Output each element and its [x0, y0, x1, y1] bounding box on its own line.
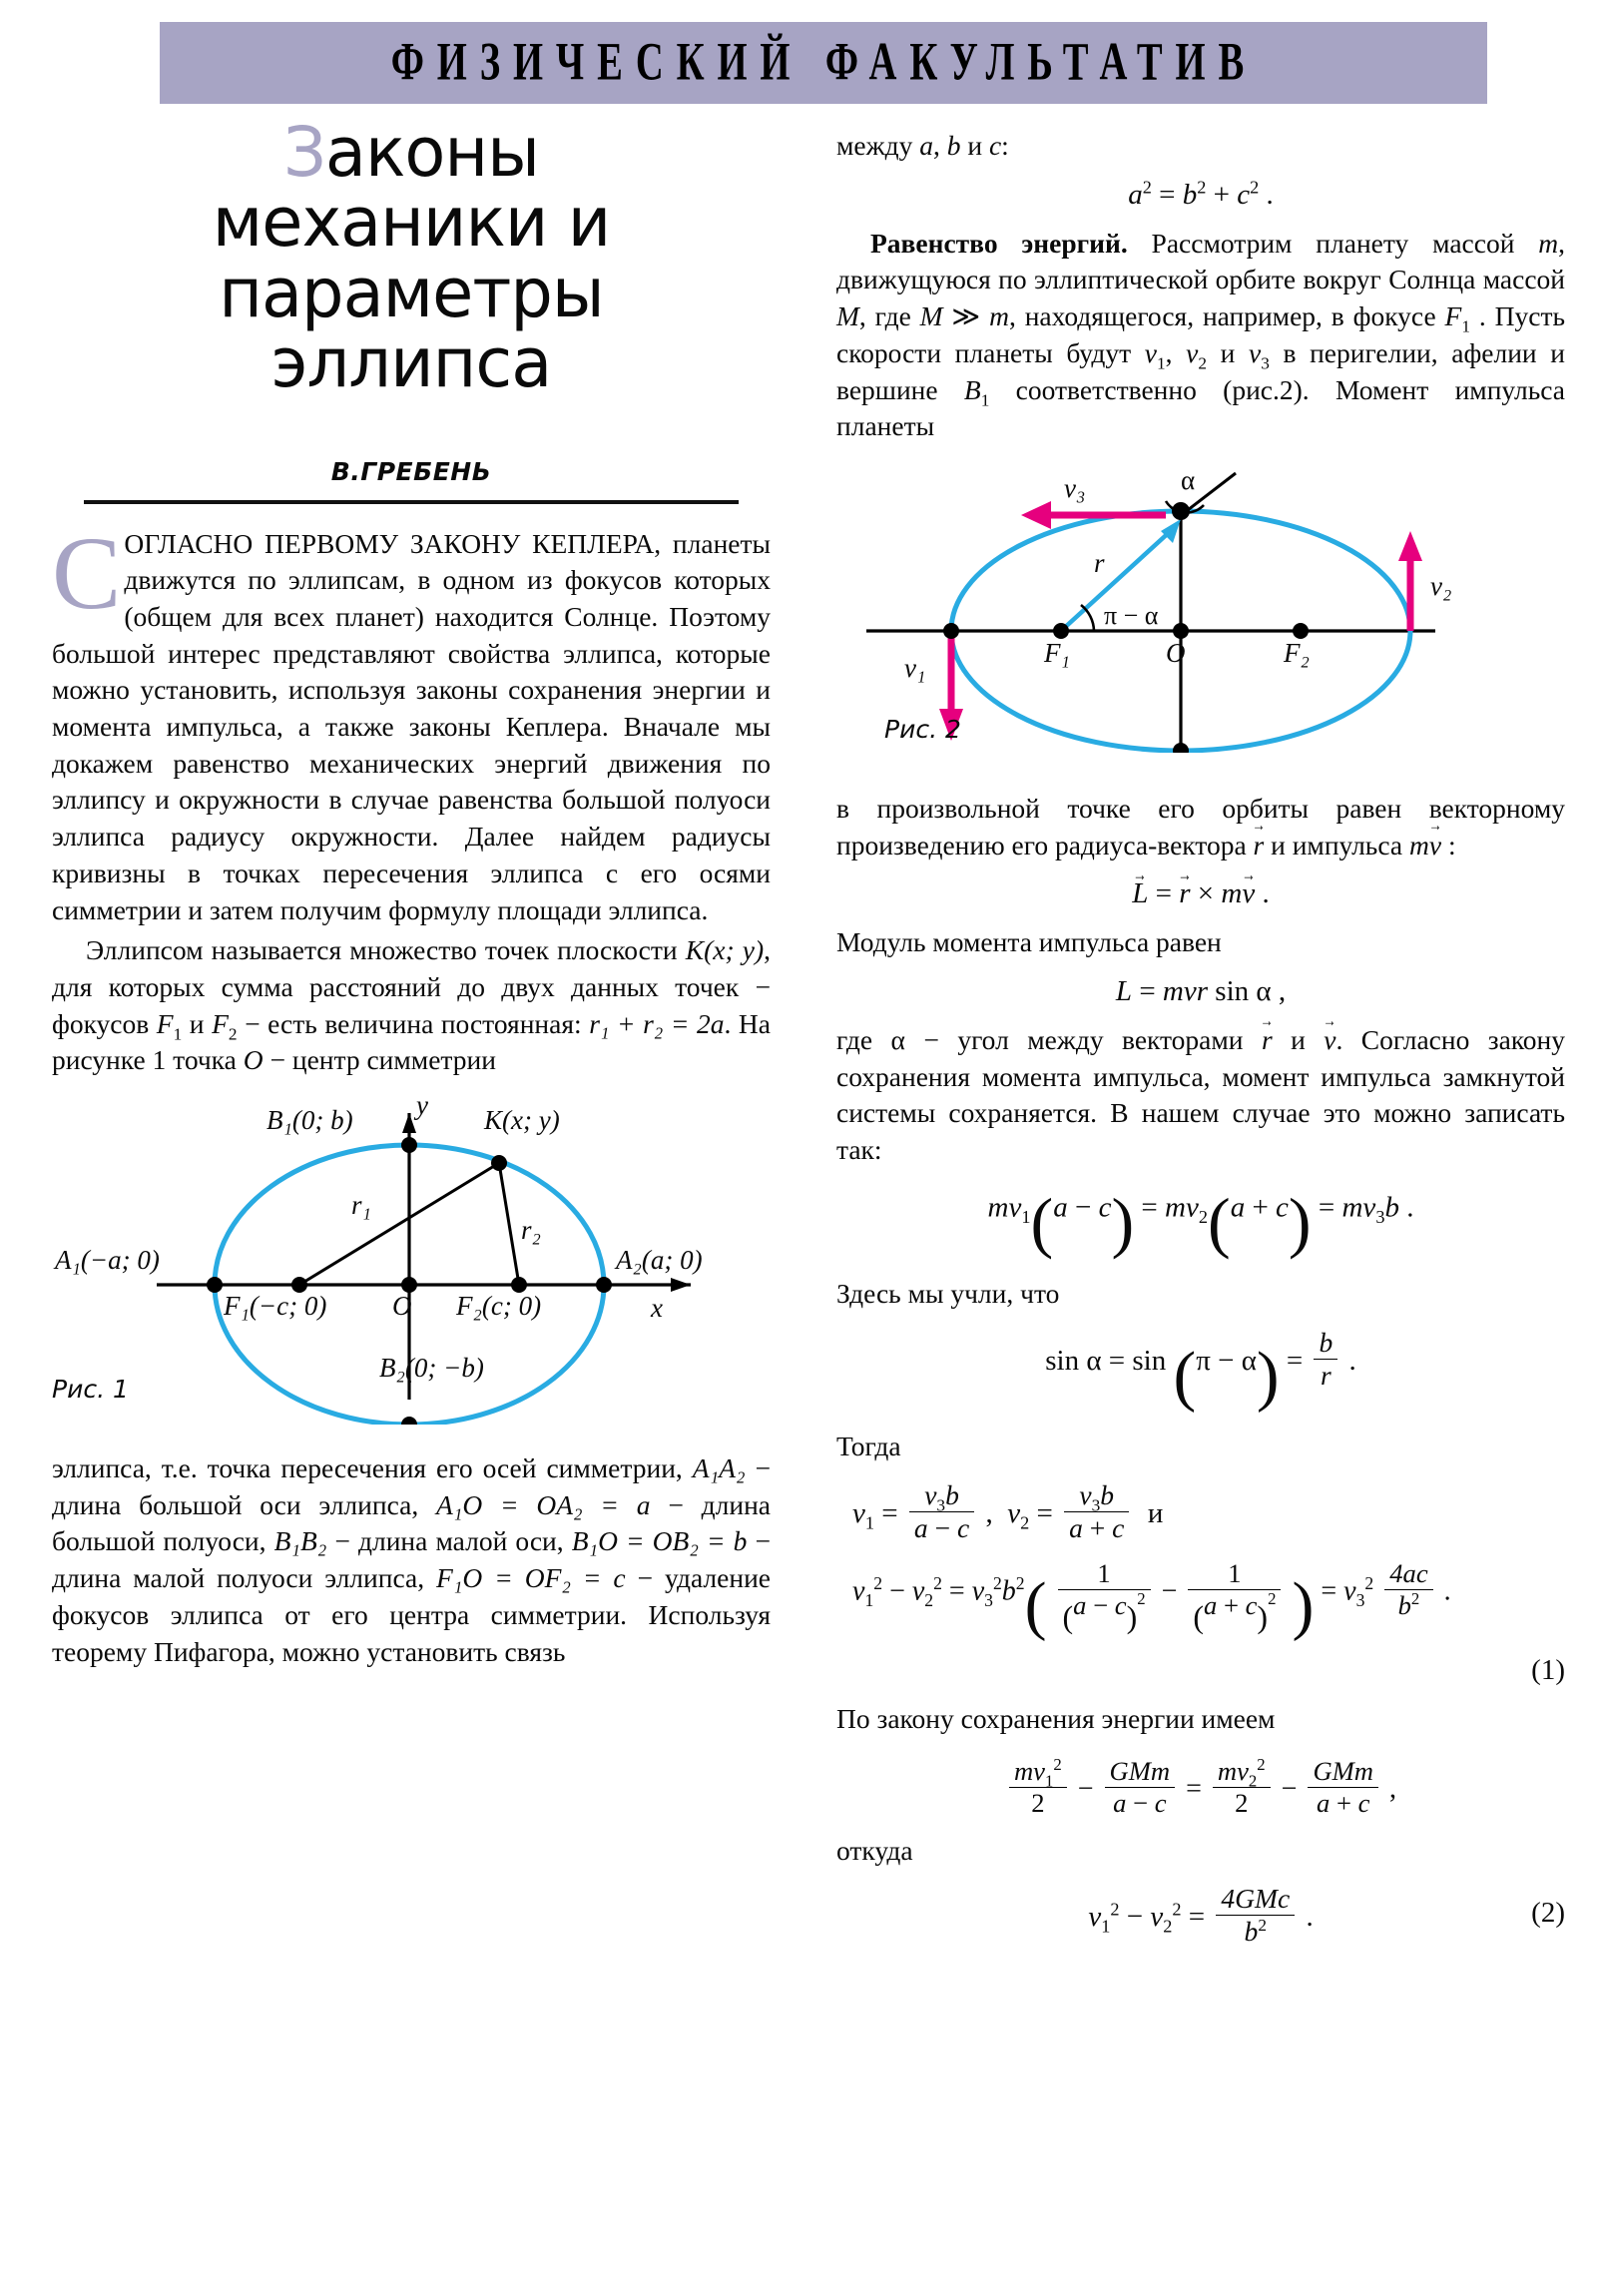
title-dropcap-letter: З	[282, 113, 325, 193]
def-equation-sum: r₁ + r₂ = 2a	[589, 1007, 725, 1039]
fig2-point-F1	[1053, 623, 1069, 639]
fig2-label-v1: v₁	[904, 652, 926, 683]
velocity-v2-arrowhead	[1398, 531, 1422, 561]
label-B2: B₂(0; −b)	[379, 1353, 484, 1384]
banner-title: ФИЗИЧЕСКИЙ ФАКУЛЬТАТИВ	[390, 33, 1257, 93]
paragraph-conservation: где α − угол между векторами r → и v →. Согласно закону сохранения момента импульса, момент импульса замкнутой системы сохраняется. В нашем случае это можно записать так:	[836, 1022, 1565, 1169]
def-point-K-args: (x; y)	[704, 934, 765, 966]
def-focus-F2-sub: 2	[228, 1024, 238, 1044]
paragraph-intro	[52, 515, 771, 929]
paragraph-pythagoras-lead: между a, b и c:	[836, 130, 1009, 161]
formula-sin-alpha: sin α = sin (π − α) = $\frac{b}{r}$ .	[1045, 1326, 1356, 1414]
velocity-v3-arrowhead	[1021, 501, 1051, 529]
fig2-label-r: r	[1094, 547, 1105, 578]
paragraph-energy-law: По закону сохранения энергии имеем	[836, 1702, 1276, 1734]
def-text-b: , для которых сумма расстояний до двух данных точек − фокусов	[52, 934, 771, 1039]
formula-v1-v2: $v_1$ = $\frac{v_3b}{a - c}$ , $v_2$ = $\frac{v_3b}{a + c}$ и	[852, 1478, 1164, 1543]
radius-r2-line	[499, 1163, 519, 1285]
label-F2: F₂(c; 0)	[456, 1291, 542, 1322]
params-text-d: − длина малой оси,	[326, 1525, 572, 1557]
title-line-3: параметры	[219, 253, 604, 333]
label-F1: F₁(−c; 0)	[224, 1291, 327, 1322]
params-text-c: − длина большой полуоси,	[52, 1488, 771, 1557]
right-column	[836, 128, 1565, 1948]
y-axis-arrowhead	[402, 1113, 416, 1133]
params-text-e: − длина малой полуоси эллипса,	[52, 1525, 771, 1594]
fig2-label-O: O	[1166, 637, 1186, 668]
paragraph-sin-lead: Здесь мы учли, что	[836, 1277, 1060, 1309]
paragraph-then-lead: Тогда	[836, 1431, 901, 1462]
formula-2: $v_1^2 - v_2^2$ = $\frac{\text{4GMc}}{b^2}$ .	[1088, 1883, 1314, 1948]
paragraph-whence: откуда	[836, 1834, 913, 1866]
fig2-label-v2: v₂	[1430, 570, 1452, 601]
label-axis-y: y	[416, 1090, 428, 1121]
formula-1: $v_1^2 - v_2^2 = v_3^2b^2$( $\frac{1}{(a - c)^2}$ − $\frac{1}{(a + c)^2}$ ) = $v_3^2$ $\frac{4ac}{b^2}$ .	[852, 1557, 1451, 1642]
title-line-4: эллипса	[270, 323, 552, 404]
fig2-label-F2: F₂	[1284, 637, 1310, 668]
formula-energy-conservation: $\frac{mv_1^2}{2}$ − $\frac{\text{GMm}}{a - c}$ = $\frac{mv_2^2}{2}$ − $\frac{\text{GMm}}{a + c}$ ,	[836, 1756, 1565, 1819]
formula-1-number: (1)	[1531, 1653, 1565, 1686]
params-B1B2: B₁B₂	[273, 1525, 327, 1557]
label-B1: B₁(0; b)	[266, 1105, 353, 1136]
params-text-a: эллипса, т.е. точка пересечения его осей симметрии,	[52, 1452, 693, 1484]
figure-2-canvas	[836, 453, 1565, 753]
point-A2	[596, 1277, 612, 1293]
point-B2	[401, 1417, 417, 1425]
point-B1	[401, 1137, 417, 1153]
fig2-label-pi-minus-alpha: π − α	[1104, 600, 1159, 630]
params-A1A2: A₁A₂	[692, 1452, 746, 1484]
paragraph-modulus-lead: Модуль момента импульса равен	[836, 926, 1222, 958]
params-eq-c: F₁O = OF₂ = c	[436, 1562, 626, 1594]
page-title	[63, 113, 760, 404]
params-text-f: − удаление фокусов эллипса от его центра симметрии. Используя теорему Пифагора, можно установить связь	[52, 1562, 771, 1667]
def-text-c: и	[182, 1007, 213, 1039]
def-focus-F2: F	[212, 1007, 229, 1039]
def-focus-F1: F	[156, 1007, 174, 1039]
def-point-O: O	[243, 1044, 264, 1076]
paragraph-energy-equality: Равенство энергий. Рассмотрим планету массой m, движущуюся по эллиптической орбите вокруг Солнца массой M, где M ≫ m, находящегося, например, в фокусе $F_1$ . Пусть скорости планеты будут $v_1$, $v_2$ и $v_3$ в перигелии, афелии и вершине $B_1$ соответственно (рис.2). Момент импульса планеты	[836, 227, 1565, 442]
point-K	[491, 1155, 507, 1171]
intro-body: планеты движутся по эллипсам, в одном из фокусов которых (общем для всех планет) находится Солнце. Поэтому большой интерес представляют свойства эллипса, которые можно установить, используя законы сохранения энергии и момента импульса, а также законы Кеплера. Вначале мы докажем равенство механических энергий движения по эллипсу и окружности в случае равенства большой полуоси эллипса радиусу окружности. Далее найдем радиусы кривизны в точках пересечения эллипса с его осями симметрии и затем получим формулу площади эллипса.	[52, 527, 771, 925]
formula-2-number: (2)	[1531, 1897, 1565, 1930]
def-text-e: . На рисунке 1 точка	[52, 1007, 772, 1076]
figure-1-caption: Рис. 1	[52, 1375, 129, 1405]
formula-angular-momentum-modulus: L = mvr sin α ,	[1115, 975, 1287, 1008]
def-point-K: K	[685, 934, 705, 966]
section-banner	[160, 22, 1487, 104]
fig2-label-F1: F₁	[1044, 637, 1070, 668]
figure-1	[52, 1090, 771, 1425]
author-name: В.ГРЕБЕНЬ	[330, 456, 492, 486]
def-focus-F1-sub: 1	[173, 1024, 183, 1044]
radius-r1-line	[299, 1163, 499, 1285]
def-text-a: Эллипсом называется множество точек плоскости	[86, 934, 686, 966]
left-column	[52, 113, 772, 1670]
figure-2-caption: Рис. 2	[884, 714, 961, 744]
fig2-point-O	[1173, 623, 1189, 639]
point-A1	[207, 1277, 223, 1293]
label-O: O	[392, 1291, 412, 1322]
intro-smallcaps: ОГЛАСНО ПЕРВОМУ ЗАКОНУ КЕПЛЕРА,	[124, 527, 662, 559]
x-axis-arrowhead	[671, 1278, 691, 1292]
params-text-b: − длина большой оси эллипса,	[52, 1452, 771, 1520]
fig2-point-B2	[1173, 743, 1189, 753]
fig2-point-perihelion	[943, 623, 959, 639]
formula-angular-momentum-vector: L → = r → × mv → .	[836, 877, 1565, 910]
fig2-label-v3: v₃	[1064, 472, 1086, 503]
label-A2: A₂(a; 0)	[616, 1245, 703, 1276]
label-r1: r₁	[351, 1190, 371, 1221]
figure-2	[836, 453, 1565, 753]
formula-pythagorean: $a^2 = b^2 + c^2$ .	[1128, 177, 1274, 211]
params-eq-a: A₁O = OA₂ = a	[436, 1488, 651, 1520]
energy-heading: Равенство энергий.	[870, 227, 1128, 259]
paragraph-angular-momentum: в произвольной точке его орбиты равен векторному произведению его радиуса-вектора r → и импульса mv → :	[836, 791, 1565, 863]
paragraph-definition	[52, 932, 771, 1079]
label-K: K(x; y)	[484, 1105, 560, 1136]
paragraph-params	[52, 1450, 771, 1670]
title-divider	[84, 500, 739, 504]
title-line-1: аконы	[324, 113, 540, 193]
label-axis-x: x	[651, 1293, 663, 1324]
label-r2: r₂	[521, 1215, 541, 1246]
label-A1: A₁(−a; 0)	[55, 1245, 160, 1276]
formula-2-row	[836, 1883, 1565, 1948]
fig2-label-alpha: α	[1181, 464, 1196, 495]
fig2-point-B1	[1172, 502, 1190, 520]
def-text-d: − есть величина постоянная:	[237, 1007, 590, 1039]
params-eq-b: B₁O = OB₂ = b	[571, 1525, 748, 1557]
fig2-point-F2	[1293, 623, 1309, 639]
formula-momentum-equality: $mv_1(a - c) = mv_2(a + c) = mv_3b$ .	[987, 1183, 1414, 1260]
def-text-f: − центр симметрии	[263, 1044, 496, 1076]
title-line-2: механики и	[212, 183, 611, 264]
body-dropcap: С	[52, 515, 122, 631]
